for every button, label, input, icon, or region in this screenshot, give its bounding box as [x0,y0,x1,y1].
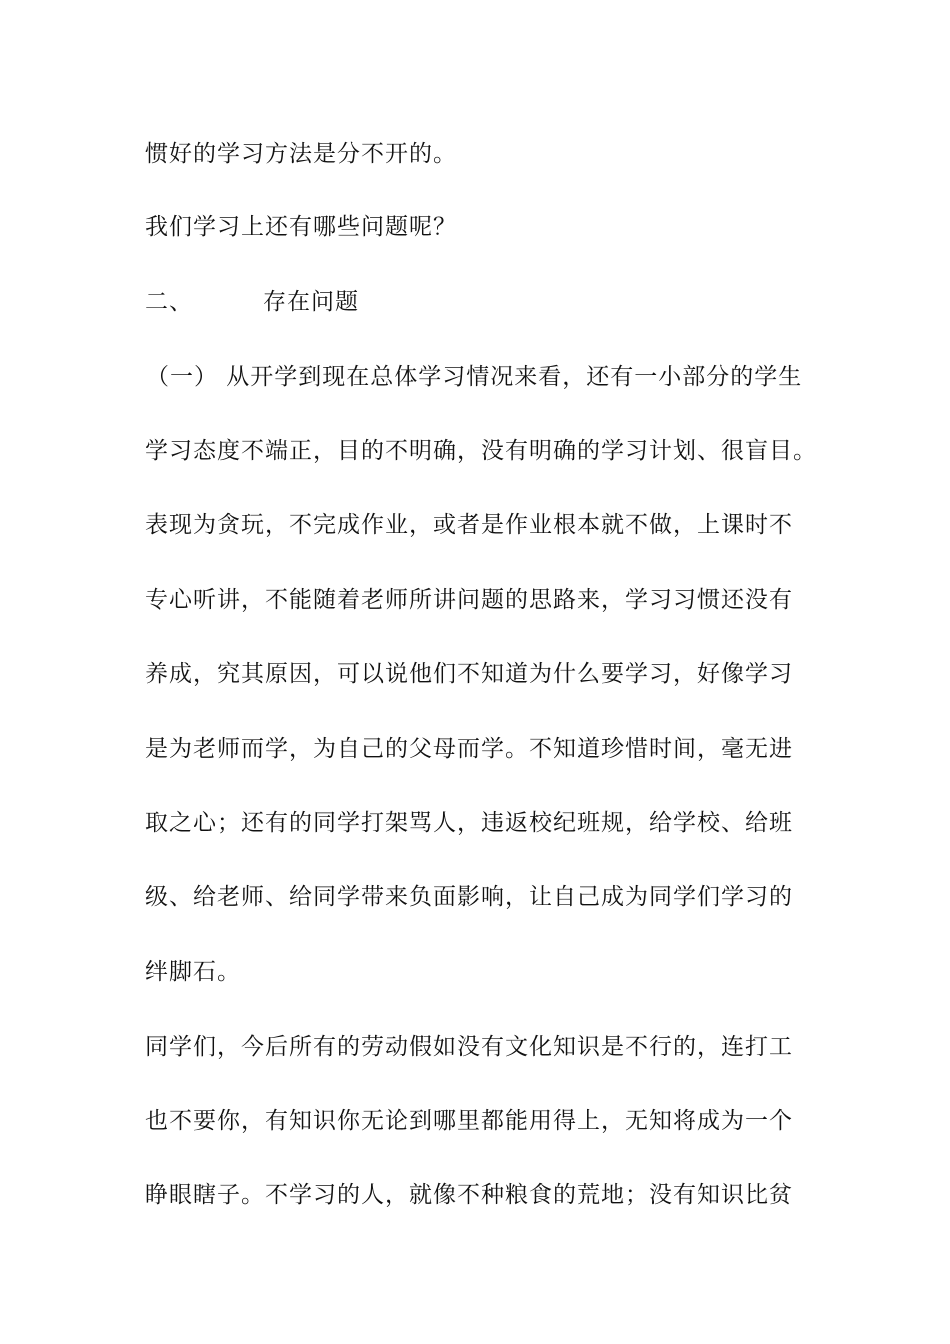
text-line: （一） 从开学到现在总体学习情况来看，还有一小部分的学生 [146,364,803,390]
section-heading [145,287,359,317]
text-line: 我们学习上还有哪些问题呢？ [145,214,457,240]
section-number: 二、 [145,289,193,315]
section-title: 存在问题 [263,289,359,315]
text-line: 也不要你，有知识你无论到哪里都能用得上，无知将成为一个 [145,1108,793,1134]
text-line: 睁眼瞎子。不学习的人，就像不种粮食的荒地；没有知识比贫 [145,1182,793,1208]
text-line: 同学们，今后所有的劳动假如没有文化知识是不行的，连打工 [145,1034,793,1060]
text-line: 养成，究其原因，可以说他们不知道为什么要学习，好像学习 [145,661,793,687]
text-line: 绊脚石。 [145,959,241,985]
text-line: 是为老师而学，为自己的父母而学。不知道珍惜时间，毫无进 [145,736,793,762]
text-line: 取之心；还有的同学打架骂人，违返校纪班规，给学校、给班 [145,810,793,836]
text-line: 专心听讲，不能随着老师所讲问题的思路来，学习习惯还没有 [145,587,793,613]
text-line: 学习态度不端正，目的不明确，没有明确的学习计划、很盲目。 [145,438,817,464]
text-line: 表现为贪玩，不完成作业，或者是作业根本就不做，上课时不 [145,512,793,538]
text-line: 惯好的学习方法是分不开的。 [145,141,457,167]
text-line: 级、给老师、给同学带来负面影响，让自己成为同学们学习的 [145,884,793,910]
